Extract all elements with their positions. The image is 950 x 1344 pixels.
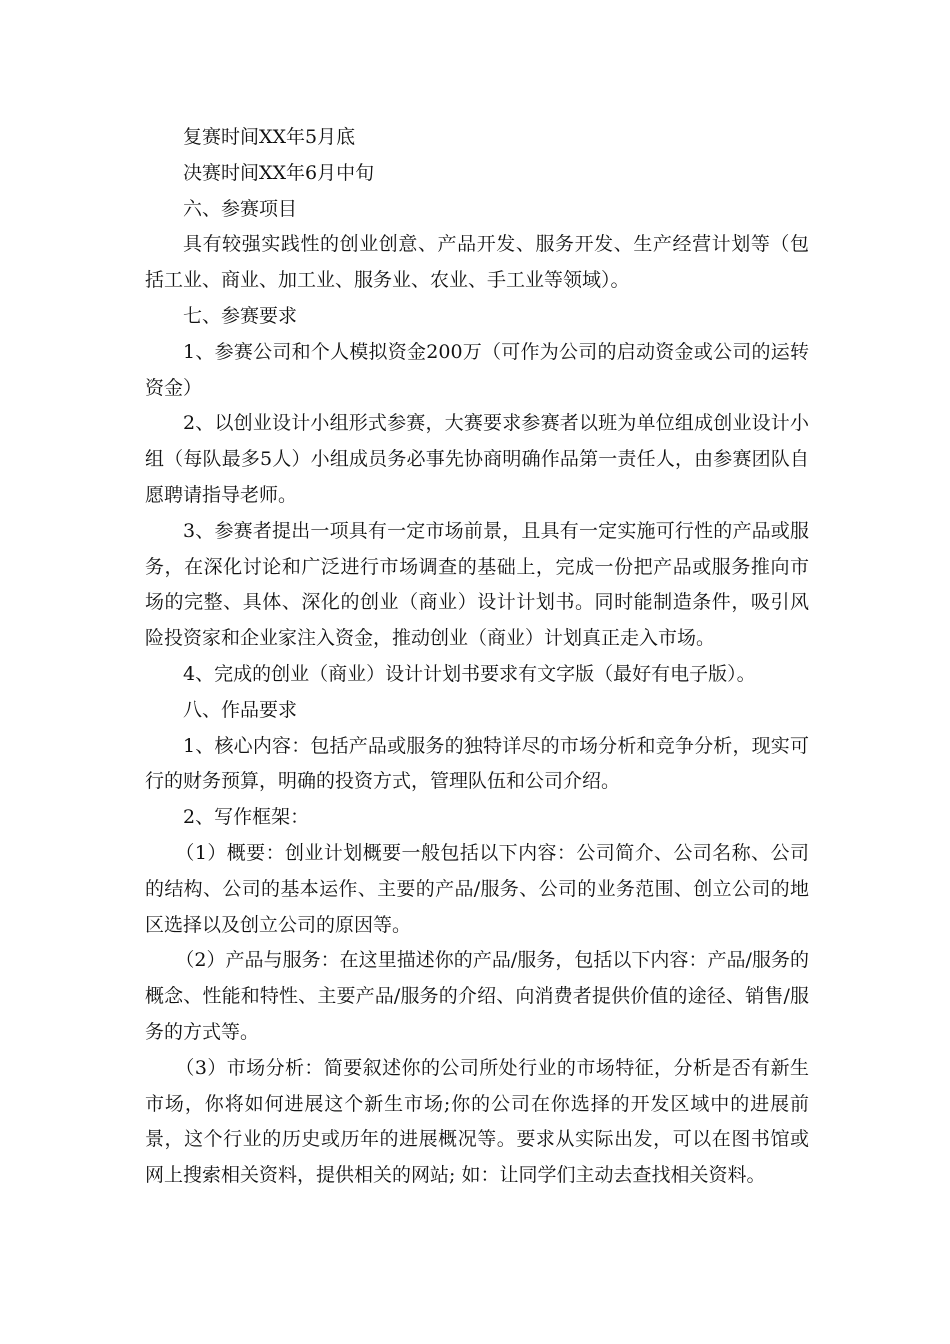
framework-item-1: （1）概要：创业计划概要一般包括以下内容：公司简介、公司名称、公司的结构、公司的基本运作、主要的产品/服务、公司的业务范围、创立公司的地区选择以及创立公司的原因等。 <box>145 841 809 936</box>
section-7-heading: 七、参赛要求 <box>183 304 298 327</box>
framework-item-2: （2）产品与服务：在这里描述你的产品/服务，包括以下内容：产品/服务的概念、性能和特性、主要产品/服务的介绍、向消费者提供价值的途径、销售/服务的方式等。 <box>145 949 809 1043</box>
requirement-1: 1、参赛公司和个人模拟资金200万（可作为公司的启动资金或公司的运转资金） <box>145 340 809 399</box>
requirement-4: 4、完成的创业（商业）设计计划书要求有文字版（最好有电子版）。 <box>183 662 756 685</box>
work-requirement-2: 2、写作框架： <box>183 806 310 829</box>
requirement-2: 2、以创业设计小组形式参赛，大赛要求参赛者以班为单位组成创业设计小组（每队最多5人）小组成员务必事先协商明确作品第一责任人，由参赛团队自愿聘请指导老师。 <box>145 412 809 506</box>
requirement-3: 3、参赛者提出一项具有一定市场前景，且具有一定实施可行性的产品或服务，在深化讨论和广泛进行市场调查的基础上，完成一份把产品或服务推向市场的完整、具体、深化的创业（商业）设计计划书。同时能制造条件，吸引风险投资家和企业家注入资金，推动创业（商业）计划真正走入市场。 <box>145 519 809 650</box>
framework-item-3: （3）市场分析：简要叙述你的公司所处行业的市场特征，分析是否有新生市场，你将如何进展这个新生市场;你的公司在你选择的开发区域中的进展前景，这个行业的历史或历年的进展概况等。要求从实际出发，可以在图书馆或网上搜索相关资料，提供相关的网站; 如：让同学们主动去查找相关资料。 <box>145 1056 809 1187</box>
final-round-time-1: 复赛时间XX年5月底 <box>183 126 356 148</box>
document-body <box>145 120 809 1194</box>
section-6-heading: 六、参赛项目 <box>183 197 298 220</box>
final-round-time-2: 决赛时间XX年6月中旬 <box>183 161 375 184</box>
section-8-heading: 八、作品要求 <box>183 698 298 721</box>
work-requirement-1: 1、核心内容：包括产品或服务的独特详尽的市场分析和竞争分析，现实可行的财务预算，明确的投资方式，管理队伍和公司介绍。 <box>145 734 809 793</box>
section-6-body: 具有较强实践性的创业创意、产品开发、服务开发、生产经营计划等（包括工业、商业、加工业、服务业、农业、手工业等领域）。 <box>145 233 809 292</box>
